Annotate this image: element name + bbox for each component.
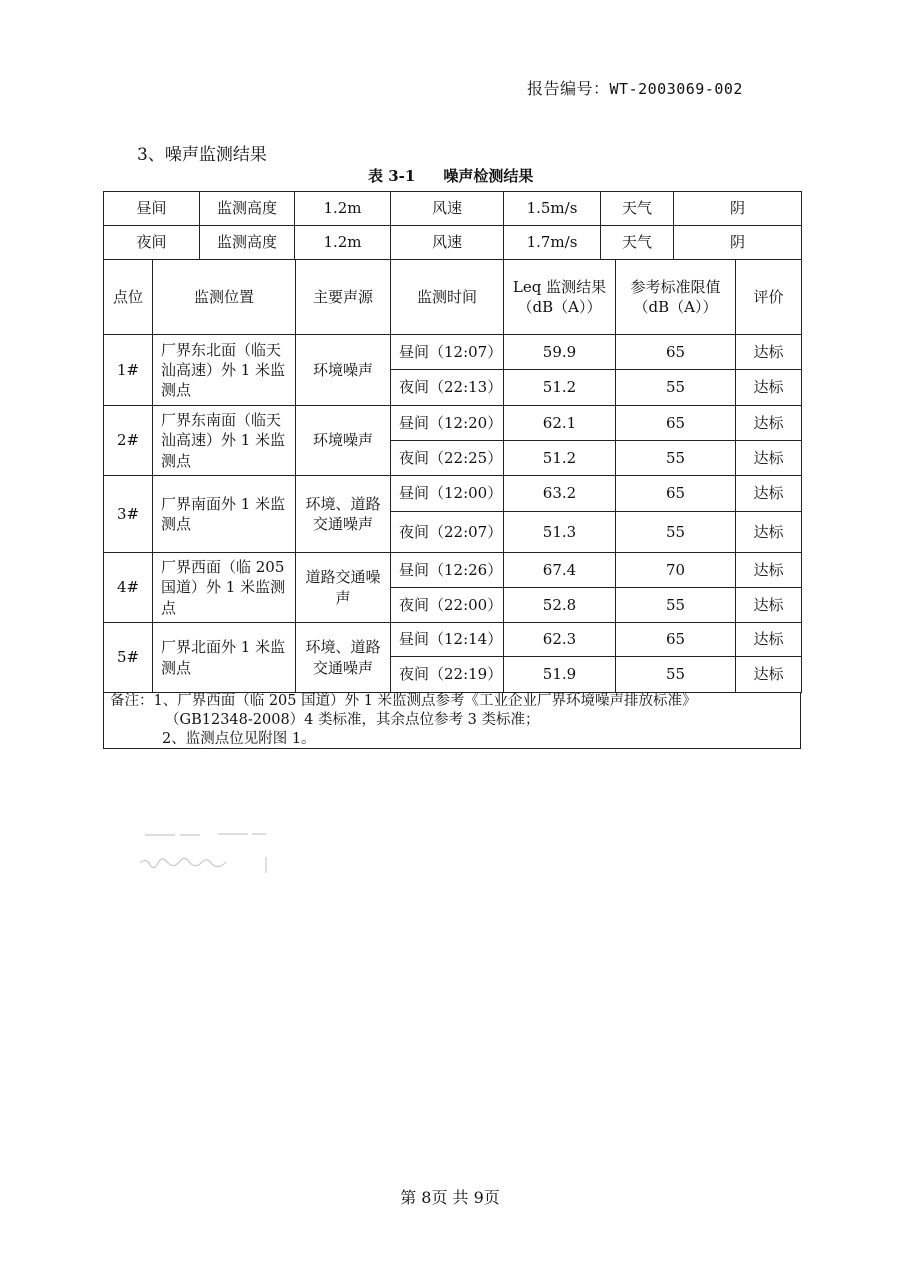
time-cell: 昼间（12:07） (391, 335, 504, 370)
weather-label-cell: 天气 (601, 192, 674, 226)
leq-cell: 51.2 (504, 370, 616, 406)
location-cell: 厂界东北面（临天汕高速）外 1 米监测点 (153, 335, 296, 406)
point-cell: 1# (104, 335, 153, 406)
evaluation-cell: 达标 (736, 335, 802, 370)
conditions-row (104, 226, 802, 260)
evaluation-cell: 达标 (736, 657, 802, 693)
point-cell: 2# (104, 406, 153, 476)
report-number (527, 76, 743, 99)
point-cell: 3# (104, 476, 153, 553)
conditions-row (104, 192, 802, 226)
wind-label-cell: 风速 (391, 226, 504, 260)
section-title: 3、噪声监测结果 (137, 145, 267, 165)
col-header-time: 监测时间 (391, 260, 504, 335)
limit-cell: 55 (616, 441, 736, 476)
col-header-limit-line1: 参考标准限值 (630, 277, 721, 296)
period-cell: 昼间 (104, 192, 200, 226)
time-cell: 昼间（12:14） (391, 623, 504, 657)
col-header-source: 主要声源 (296, 260, 391, 335)
wind-value-cell: 1.5m/s (504, 192, 601, 226)
evaluation-cell: 达标 (736, 512, 802, 553)
weather-label-cell: 天气 (601, 226, 674, 260)
point-cell: 5# (104, 623, 153, 693)
table-title: 噪声检测结果 (443, 167, 534, 185)
table-caption (368, 165, 533, 186)
limit-cell: 55 (616, 588, 736, 623)
note-line-2: （GB12348-2008）4 类标准，其余点位参考 3 类标准； (165, 712, 540, 728)
faint-stamp-mark (140, 825, 280, 885)
limit-cell: 65 (616, 335, 736, 370)
limit-cell: 65 (616, 406, 736, 441)
table-row (104, 553, 802, 588)
location-cell: 厂界北面外 1 米监测点 (153, 623, 296, 693)
height-label-cell: 监测高度 (200, 226, 295, 260)
leq-cell: 51.2 (504, 441, 616, 476)
time-cell: 昼间（12:00） (391, 476, 504, 512)
evaluation-cell: 达标 (736, 553, 802, 588)
limit-cell: 55 (616, 370, 736, 406)
time-cell: 昼间（12:26） (391, 553, 504, 588)
notes (103, 692, 801, 749)
limit-cell: 70 (616, 553, 736, 588)
conditions-table (103, 191, 802, 260)
leq-cell: 67.4 (504, 553, 616, 588)
wind-label-cell: 风速 (391, 192, 504, 226)
time-cell: 夜间（22:13） (391, 370, 504, 406)
col-header-limit-line2: （dB（A）） (633, 298, 718, 316)
height-value-cell: 1.2m (295, 192, 391, 226)
col-header-leq-line1: Leq 监测结果 (512, 277, 607, 296)
report-number-label: 报告编号： (527, 79, 610, 98)
limit-cell: 65 (616, 476, 736, 512)
weather-value-cell: 阴 (674, 226, 802, 260)
time-cell: 昼间（12:20） (391, 406, 504, 441)
wind-value-cell: 1.7m/s (504, 226, 601, 260)
table-row (104, 406, 802, 441)
location-cell: 厂界南面外 1 米监测点 (153, 476, 296, 553)
time-cell: 夜间（22:19） (391, 657, 504, 693)
table-row (104, 335, 802, 370)
note-line-3: 2、监测点位见附图 1。 (162, 731, 316, 747)
table-header-row (104, 260, 802, 335)
source-cell: 环境噪声 (296, 335, 391, 406)
evaluation-cell: 达标 (736, 588, 802, 623)
noise-results-table (103, 259, 802, 693)
leq-cell: 63.2 (504, 476, 616, 512)
leq-cell: 52.8 (504, 588, 616, 623)
location-cell: 厂界东南面（临天汕高速）外 1 米监测点 (153, 406, 296, 476)
table-row (104, 476, 802, 512)
leq-cell: 51.9 (504, 657, 616, 693)
evaluation-cell: 达标 (736, 623, 802, 657)
evaluation-cell: 达标 (736, 370, 802, 406)
source-cell: 环境、道路交通噪声 (296, 623, 391, 693)
time-cell: 夜间（22:00） (391, 588, 504, 623)
col-header-evaluation: 评价 (736, 260, 802, 335)
time-cell: 夜间（22:25） (391, 441, 504, 476)
evaluation-cell: 达标 (736, 406, 802, 441)
page-footer: 第 8页 共 9页 (400, 1188, 500, 1207)
limit-cell: 65 (616, 623, 736, 657)
evaluation-cell: 达标 (736, 476, 802, 512)
limit-cell: 55 (616, 512, 736, 553)
leq-cell: 62.1 (504, 406, 616, 441)
col-header-leq (504, 260, 616, 335)
source-cell: 道路交通噪声 (296, 553, 391, 623)
source-cell: 环境噪声 (296, 406, 391, 476)
leq-cell: 51.3 (504, 512, 616, 553)
source-cell: 环境、道路交通噪声 (296, 476, 391, 553)
note-line-1: 备注：1、厂界西面（临 205 国道）外 1 米监测点参考《工业企业厂界环境噪声排放标准》 (110, 693, 697, 709)
table-number: 表 3-1 (368, 167, 416, 185)
weather-value-cell: 阴 (674, 192, 802, 226)
height-value-cell: 1.2m (295, 226, 391, 260)
time-cell: 夜间（22:07） (391, 512, 504, 553)
limit-cell: 55 (616, 657, 736, 693)
col-header-location: 监测位置 (153, 260, 296, 335)
point-cell: 4# (104, 553, 153, 623)
col-header-point: 点位 (104, 260, 153, 335)
report-number-value: WT-2003069-002 (609, 80, 743, 98)
location-cell: 厂界西面（临 205 国道）外 1 米监测点 (153, 553, 296, 623)
table-row (104, 623, 802, 657)
evaluation-cell: 达标 (736, 441, 802, 476)
leq-cell: 62.3 (504, 623, 616, 657)
height-label-cell: 监测高度 (200, 192, 295, 226)
col-header-limit (616, 260, 736, 335)
leq-cell: 59.9 (504, 335, 616, 370)
col-header-leq-line2: （dB（A）） (517, 298, 602, 316)
period-cell: 夜间 (104, 226, 200, 260)
